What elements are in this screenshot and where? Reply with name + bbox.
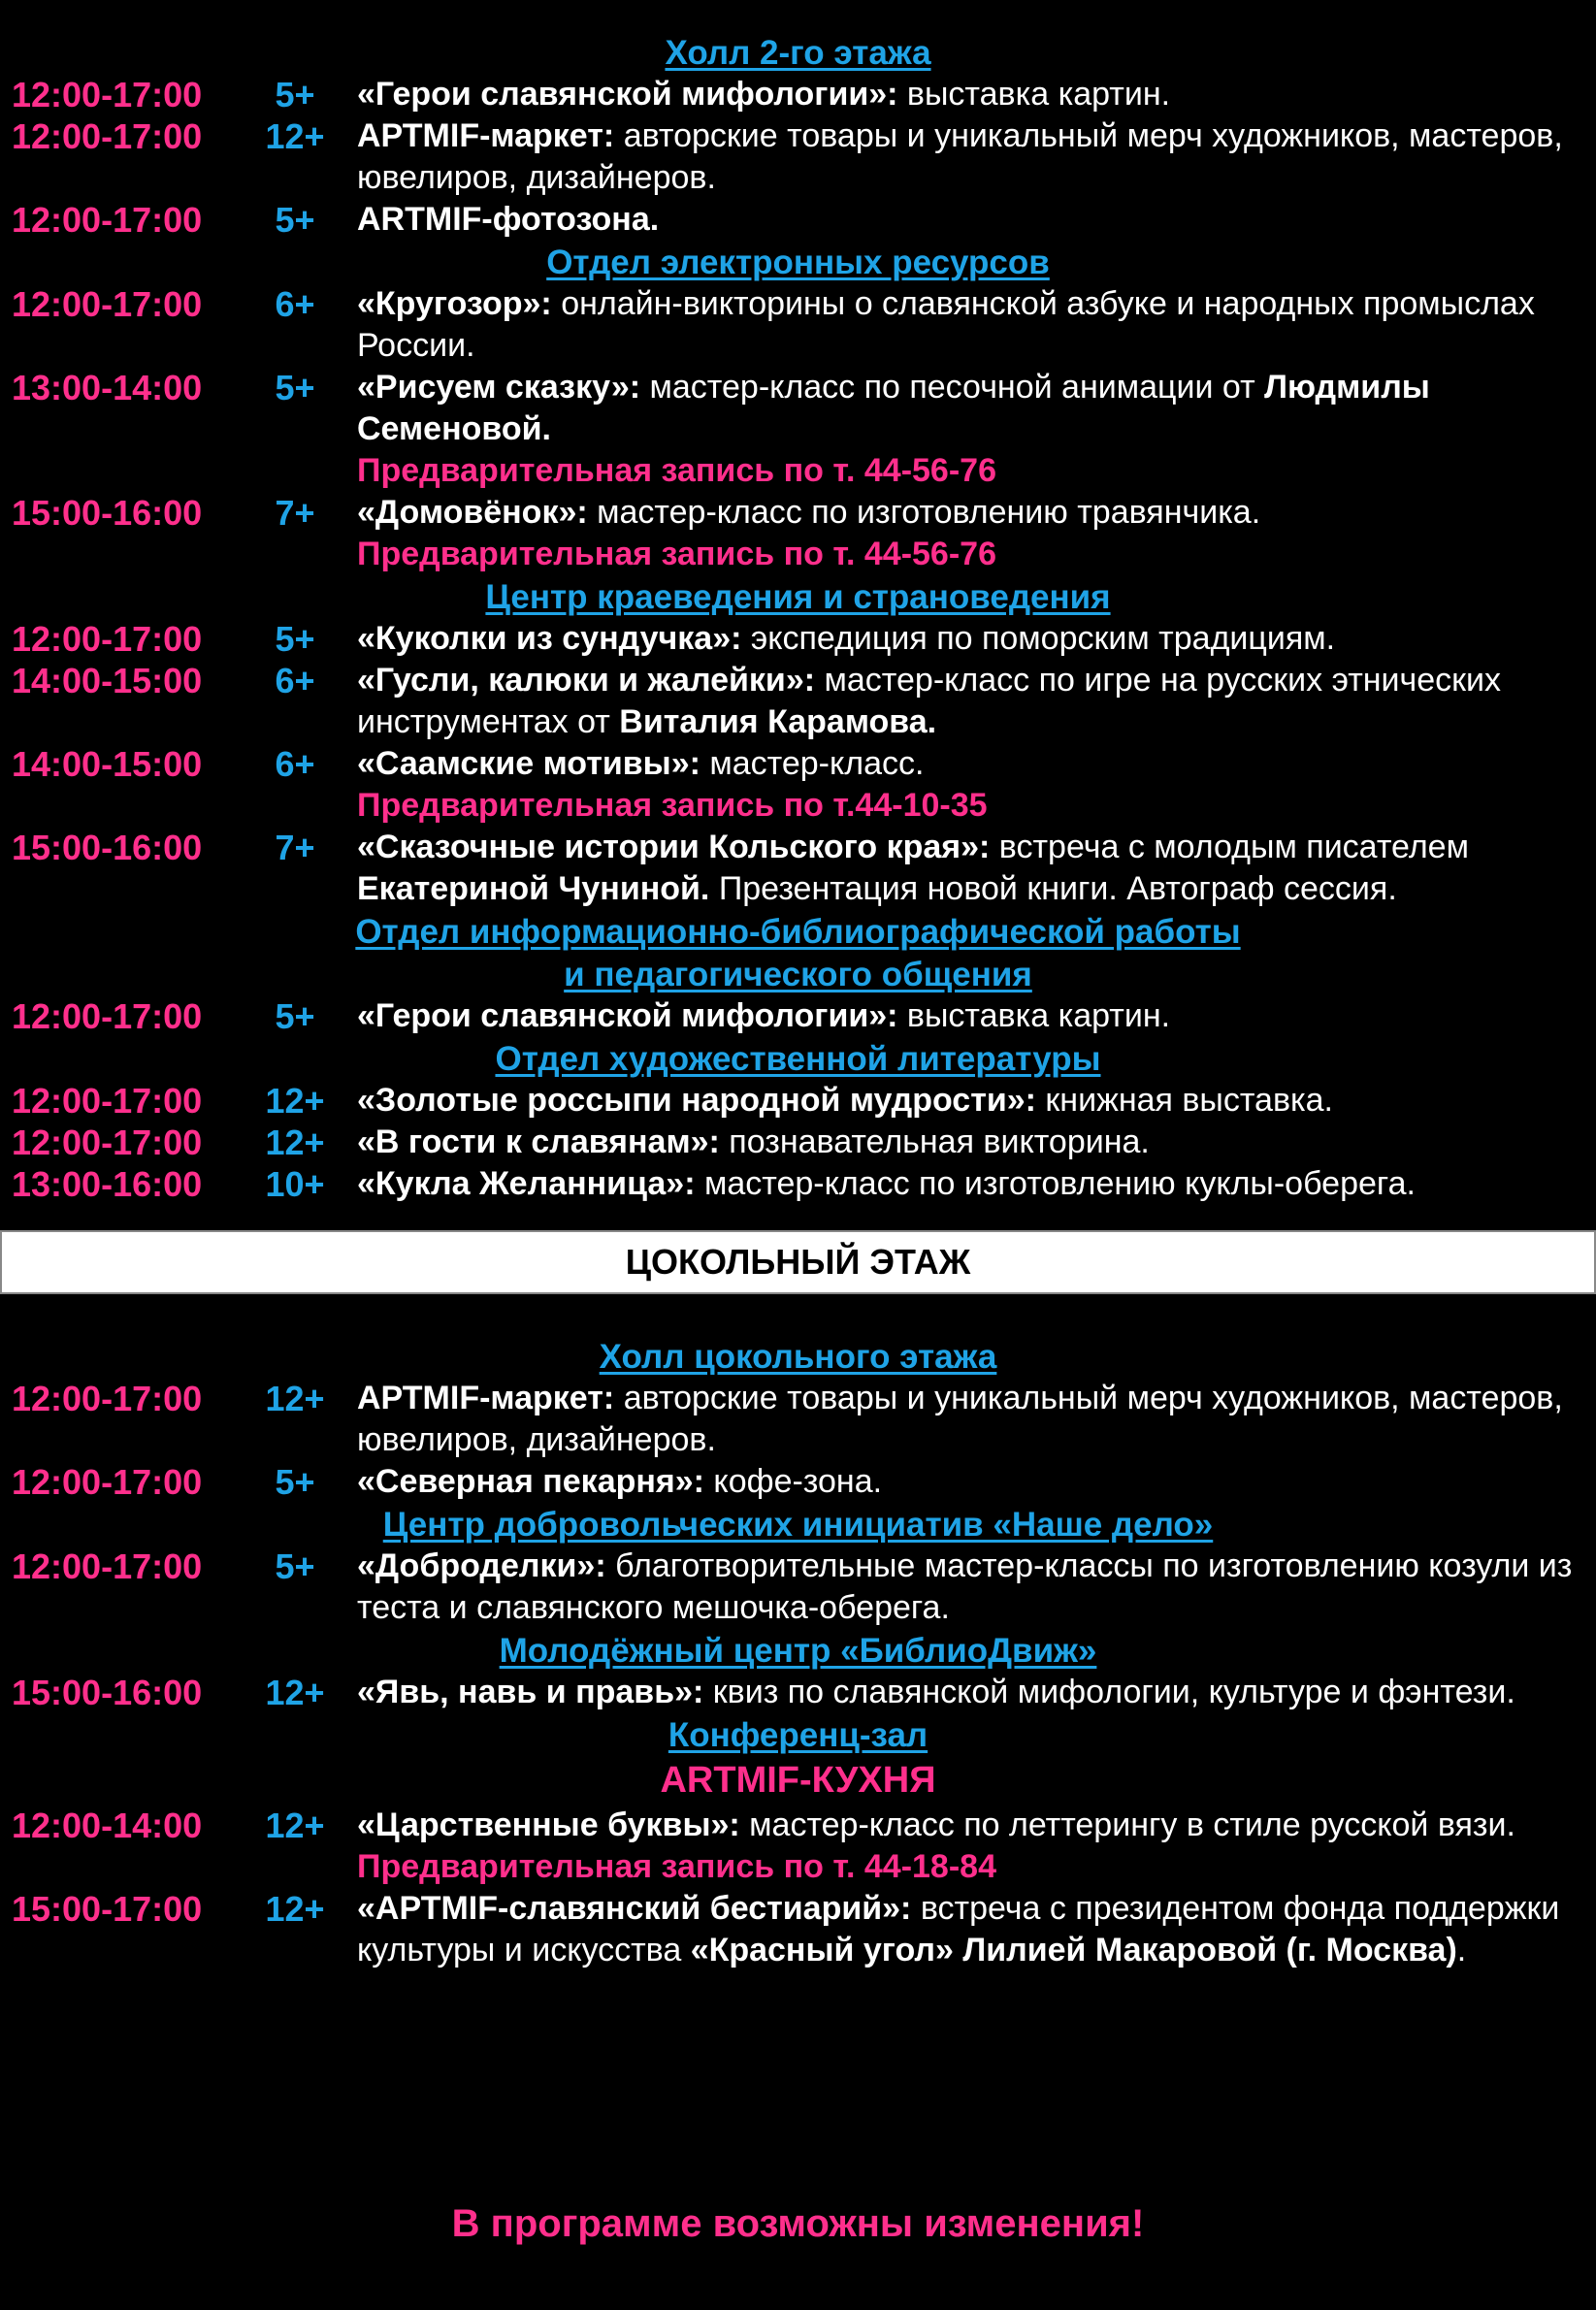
event-row <box>0 367 1596 492</box>
section-title: Отдел художественной литературы <box>495 1040 1101 1078</box>
event-person: Людмилы Семеновой. <box>357 369 1430 447</box>
event-time: 12:00-17:00 <box>12 75 203 114</box>
event-row <box>0 283 1596 367</box>
event-time: 15:00-16:00 <box>12 493 203 533</box>
age-rating: 10+ <box>265 1164 325 1204</box>
event-title: «Гусли, калюки и жалейки»: <box>357 662 816 699</box>
age-rating: 12+ <box>265 1122 325 1162</box>
event-time: 12:00-14:00 <box>12 1806 203 1845</box>
event-time: 13:00-14:00 <box>12 368 203 407</box>
age-rating: 5+ <box>275 1462 315 1502</box>
event-time: 12:00-17:00 <box>12 1379 203 1418</box>
age-rating: 7+ <box>275 828 315 867</box>
event-description <box>357 660 1577 743</box>
event-text: мастер-класс по изготовлению куклы-оберега. <box>695 1165 1416 1202</box>
section-subtitle: ARTMIF-КУХНЯ <box>660 1760 936 1801</box>
event-text: мастер-класс по изготовлению травянчика. <box>587 494 1261 531</box>
event-description <box>357 367 1577 450</box>
event-person: Екатериной Чуниной. <box>357 870 710 907</box>
event-description <box>357 1672 1577 1713</box>
event-title: АРТМIF-маркет: <box>357 117 615 154</box>
age-rating: 12+ <box>265 1081 325 1121</box>
section-title: Центр добровольческих инициатив «Наше дело» <box>382 1506 1214 1544</box>
event-description <box>357 1122 1577 1163</box>
event-time: 12:00-17:00 <box>12 284 203 324</box>
event-row <box>0 115 1596 199</box>
event-title: «Царственные буквы»: <box>357 1806 740 1843</box>
event-time: 12:00-17:00 <box>12 996 203 1036</box>
event-description <box>357 1805 1577 1846</box>
event-text: познавательная викторина. <box>719 1123 1150 1160</box>
event-row <box>0 1378 1596 1461</box>
event-title: «Явь, навь и правь»: <box>357 1674 704 1710</box>
registration-note: Предварительная запись по т. 44-18-84 <box>357 1848 996 1885</box>
event-description <box>357 743 1577 785</box>
event-row <box>0 1672 1596 1713</box>
event-title: «Герои славянской мифологии»: <box>357 997 898 1034</box>
event-title: «Домовёнок»: <box>357 494 588 531</box>
event-time: 14:00-15:00 <box>12 744 203 784</box>
event-row <box>0 1122 1596 1163</box>
event-description <box>357 115 1577 199</box>
event-row <box>0 995 1596 1037</box>
section-title: Отдел информационно-библиографической работы <box>355 913 1241 951</box>
event-title: «Герои славянской мифологии»: <box>357 76 898 113</box>
event-description <box>357 1163 1577 1205</box>
event-row <box>0 618 1596 660</box>
event-time: 15:00-16:00 <box>12 828 203 867</box>
event-text: авторские товары и уникальный мерч художников, мастеров, ювелиров, дизайнеров. <box>357 117 1563 196</box>
event-time: 12:00-17:00 <box>12 116 203 156</box>
age-rating: 5+ <box>275 996 315 1036</box>
event-text: книжная выставка. <box>1035 1082 1334 1119</box>
section-title: Холл 2-го этажа <box>665 34 931 72</box>
event-row <box>0 827 1596 910</box>
event-description <box>357 199 1577 241</box>
age-rating: 5+ <box>275 619 315 659</box>
age-rating: 6+ <box>275 744 315 784</box>
event-time: 12:00-17:00 <box>12 200 203 240</box>
event-row <box>0 1163 1596 1205</box>
event-description <box>357 1888 1577 1971</box>
age-rating: 5+ <box>275 1546 315 1586</box>
event-text: мастер-класс по песочной анимации от <box>640 369 1265 406</box>
age-rating: 12+ <box>265 1889 325 1929</box>
event-text: мастер-класс. <box>700 745 925 782</box>
event-title: «Доброделки»: <box>357 1547 606 1584</box>
event-text: квиз по славянской мифологии, культуре и фэнтези. <box>703 1674 1515 1710</box>
section-title: Центр краеведения и страноведения <box>485 578 1111 616</box>
event-text: встреча с молодым писателем <box>990 829 1469 865</box>
event-text: выставка картин. <box>897 997 1171 1034</box>
event-time: 12:00-17:00 <box>12 1546 203 1586</box>
event-description <box>357 995 1577 1037</box>
event-time: 12:00-17:00 <box>12 1122 203 1162</box>
event-person: Виталия Карамова. <box>619 703 937 740</box>
event-text: экспедиция по поморским традициям. <box>741 620 1336 657</box>
event-time: 15:00-17:00 <box>12 1889 203 1929</box>
event-description <box>357 827 1577 910</box>
event-title: АРТМIF-маркет: <box>357 1380 615 1416</box>
floor-banner: ЦОКОЛЬНЫЙ ЭТАЖ <box>0 1230 1596 1294</box>
event-time: 12:00-17:00 <box>12 1462 203 1502</box>
registration-note: Предварительная запись по т. 44-56-76 <box>357 536 996 572</box>
event-text: мастер-класс по игре на русских этнических инструментах от <box>357 662 1502 740</box>
event-title: «Золотые россыпи народной мудрости»: <box>357 1082 1036 1119</box>
event-description <box>357 1461 1577 1503</box>
registration-note: Предварительная запись по т. 44-56-76 <box>357 452 996 489</box>
event-row <box>0 1805 1596 1888</box>
event-text-extra: . <box>1456 1932 1467 1968</box>
event-row <box>0 1545 1596 1629</box>
section-title: Холл цокольного этажа <box>599 1338 997 1376</box>
event-title: «АРТМIF-славянский бестиарий»: <box>357 1890 912 1927</box>
event-person: «Красный угол» Лилией Макаровой (г. Москва) <box>690 1932 1457 1968</box>
age-rating: 12+ <box>265 1806 325 1845</box>
age-rating: 5+ <box>275 368 315 407</box>
event-title: «В гости к славянам»: <box>357 1123 720 1160</box>
event-text: благотворительные мастер-классы по изготовлению козули из теста и славянского мешочка-оберега. <box>357 1547 1573 1626</box>
registration-note: Предварительная запись по т.44-10-35 <box>357 787 988 824</box>
event-time: 14:00-15:00 <box>12 661 203 700</box>
section-title: Конференц-зал <box>668 1716 928 1754</box>
event-row <box>0 74 1596 115</box>
event-time: 13:00-16:00 <box>12 1164 203 1204</box>
section-title: Отдел электронных ресурсов <box>546 244 1050 281</box>
event-row <box>0 1888 1596 1971</box>
event-description <box>357 283 1577 367</box>
age-rating: 12+ <box>265 116 325 156</box>
event-row <box>0 492 1596 575</box>
event-title: «Кукла Желанница»: <box>357 1165 696 1202</box>
basement-floor-program <box>0 1294 1596 1971</box>
event-description <box>357 1545 1577 1629</box>
event-row <box>0 1080 1596 1122</box>
event-text: кофе-зона. <box>703 1463 883 1500</box>
event-text: встреча с президентом фонда поддержки культуры и искусства <box>357 1890 1560 1968</box>
event-description <box>357 1378 1577 1461</box>
event-title: ARTMIF-фотозона. <box>357 201 660 238</box>
age-rating: 5+ <box>275 75 315 114</box>
event-title: «Сказочные истории Кольского края»: <box>357 829 991 865</box>
age-rating: 12+ <box>265 1379 325 1418</box>
age-rating: 5+ <box>275 200 315 240</box>
event-description <box>357 618 1577 660</box>
event-time: 15:00-16:00 <box>12 1673 203 1712</box>
event-text: авторские товары и уникальный мерч художников, мастеров, ювелиров, дизайнеров. <box>357 1380 1563 1458</box>
event-description <box>357 492 1577 534</box>
age-rating: 6+ <box>275 284 315 324</box>
program-changes-notice: В программе возможны изменения! <box>451 2202 1145 2245</box>
age-rating: 12+ <box>265 1673 325 1712</box>
age-rating: 6+ <box>275 661 315 700</box>
section-title: Молодёжный центр «БиблиоДвиж» <box>499 1632 1097 1670</box>
event-title: «Рисуем сказку»: <box>357 369 641 406</box>
event-description <box>357 1080 1577 1122</box>
event-row <box>0 199 1596 241</box>
event-text: выставка картин. <box>897 76 1171 113</box>
event-text-extra: Презентация новой книги. Автограф сессия. <box>709 870 1397 907</box>
event-title: «Кругозор»: <box>357 285 552 322</box>
event-description <box>357 74 1577 115</box>
section-title-line2: и педагогического общения <box>564 956 1032 993</box>
event-title: «Саамские мотивы»: <box>357 745 700 782</box>
event-time: 12:00-17:00 <box>12 619 203 659</box>
event-time: 12:00-17:00 <box>12 1081 203 1121</box>
event-title: «Северная пекарня»: <box>357 1463 704 1500</box>
event-title: «Куколки из сундучка»: <box>357 620 742 657</box>
event-text: мастер-класс по леттерингу в стиле русской вязи. <box>739 1806 1515 1843</box>
age-rating: 7+ <box>275 493 315 533</box>
event-row <box>0 660 1596 743</box>
event-row <box>0 743 1596 827</box>
event-row <box>0 1461 1596 1503</box>
event-text: онлайн-викторины о славянской азбуке и народных промыслах России. <box>357 285 1535 364</box>
